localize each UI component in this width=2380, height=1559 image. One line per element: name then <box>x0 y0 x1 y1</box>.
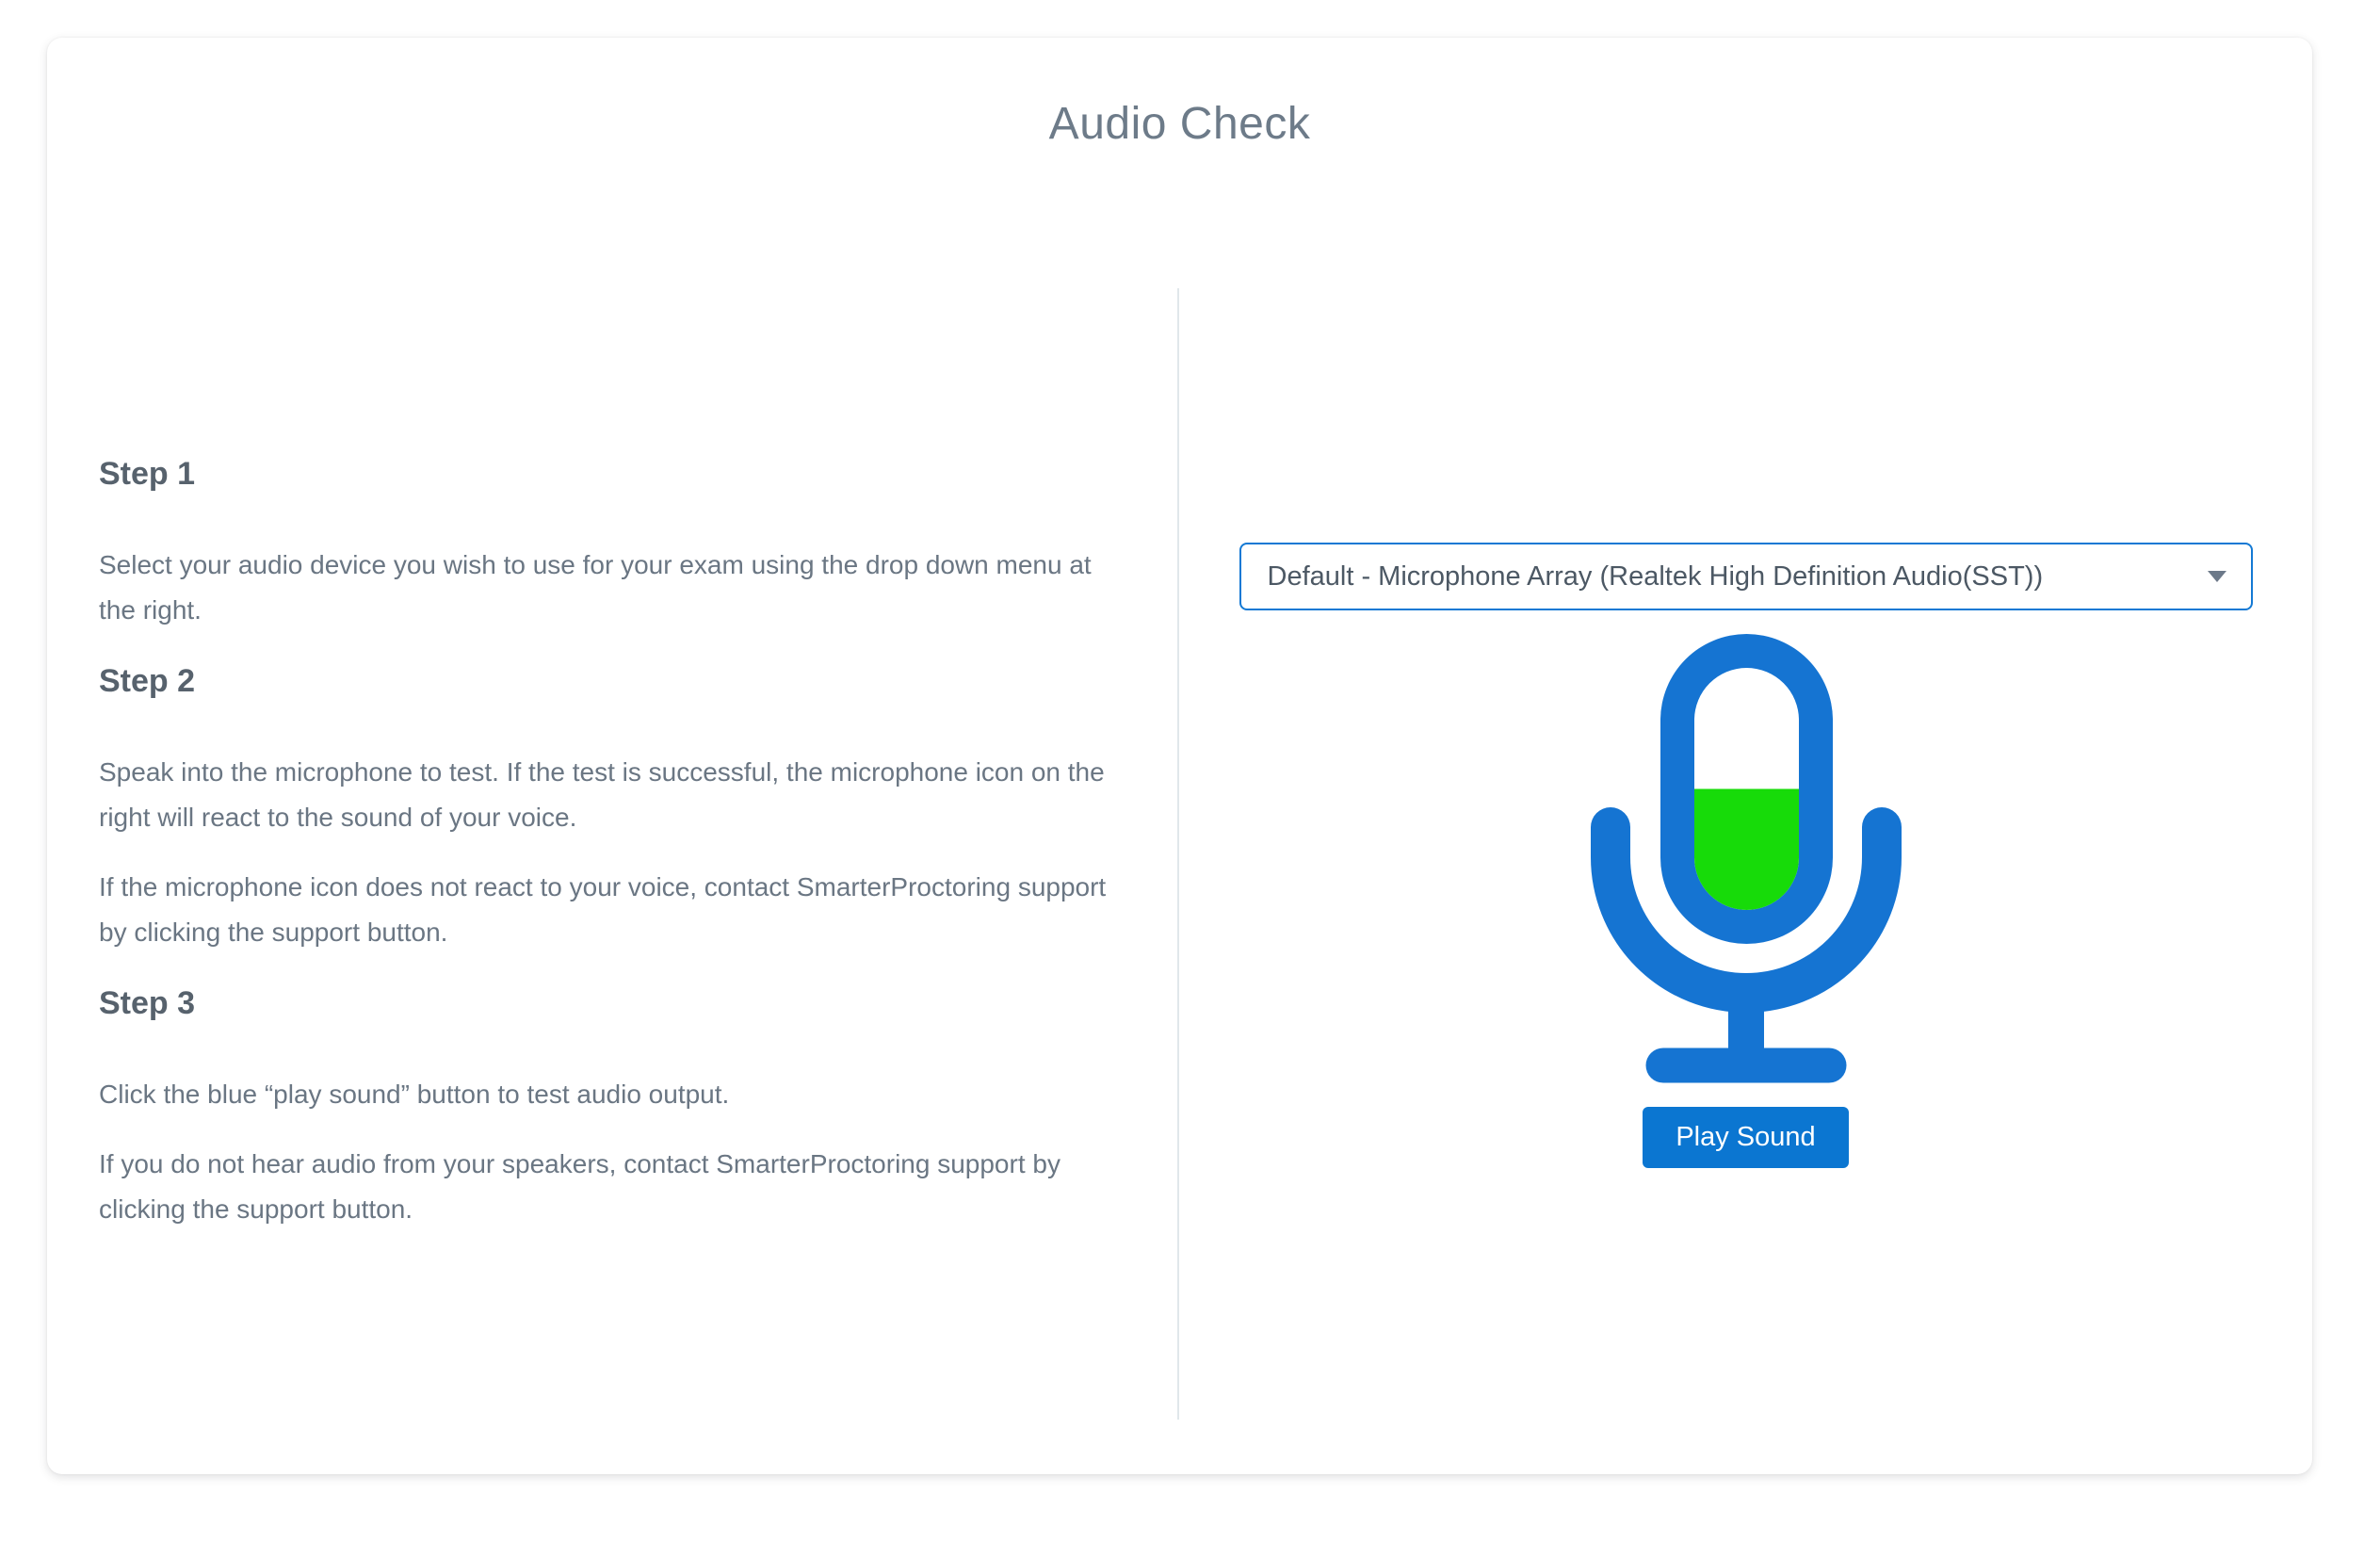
step-1-paragraph: Select your audio device you wish to use for your exam using the drop down menu at the right. <box>99 550 1092 625</box>
step-1-block <box>99 450 1121 633</box>
step-2-paragraph-1: Speak into the microphone to test. If the test is successful, the microphone icon on the right will react to the sound of your voice. <box>99 757 1105 832</box>
microphone-select-value: Default - Microphone Array (Realtek High Definition Audio(SST)) <box>1267 560 2044 592</box>
page-title: Audio Check <box>1048 99 1311 149</box>
instructions-panel <box>47 288 1177 1420</box>
step-1-heading: Step 1 <box>99 456 196 492</box>
step-2-paragraph-2: If the microphone icon does not react to your voice, contact SmarterProctoring support by clicking the support button. <box>99 872 1107 947</box>
step-2-block <box>99 658 1121 955</box>
microphone-select[interactable] <box>1239 543 2253 610</box>
microphone-icon <box>1591 633 1902 1085</box>
audio-check-card <box>47 38 2312 1474</box>
device-test-panel <box>1179 288 2312 1420</box>
microphone-level-icon <box>1591 633 1902 1085</box>
step-3-paragraph-2: If you do not hear audio from your speakers, contact SmarterProctoring support by clicking the support button. <box>99 1149 1060 1224</box>
step-2-heading: Step 2 <box>99 663 196 699</box>
step-3-block <box>99 980 1121 1232</box>
content-row <box>47 288 2312 1420</box>
step-3-heading: Step 3 <box>99 985 196 1021</box>
mic-level-fill <box>1694 789 1799 911</box>
play-sound-button[interactable]: Play Sound <box>1643 1107 1848 1168</box>
step-3-paragraph-1: Click the blue “play sound” button to test audio output. <box>99 1080 730 1109</box>
chevron-down-icon <box>2208 571 2226 582</box>
